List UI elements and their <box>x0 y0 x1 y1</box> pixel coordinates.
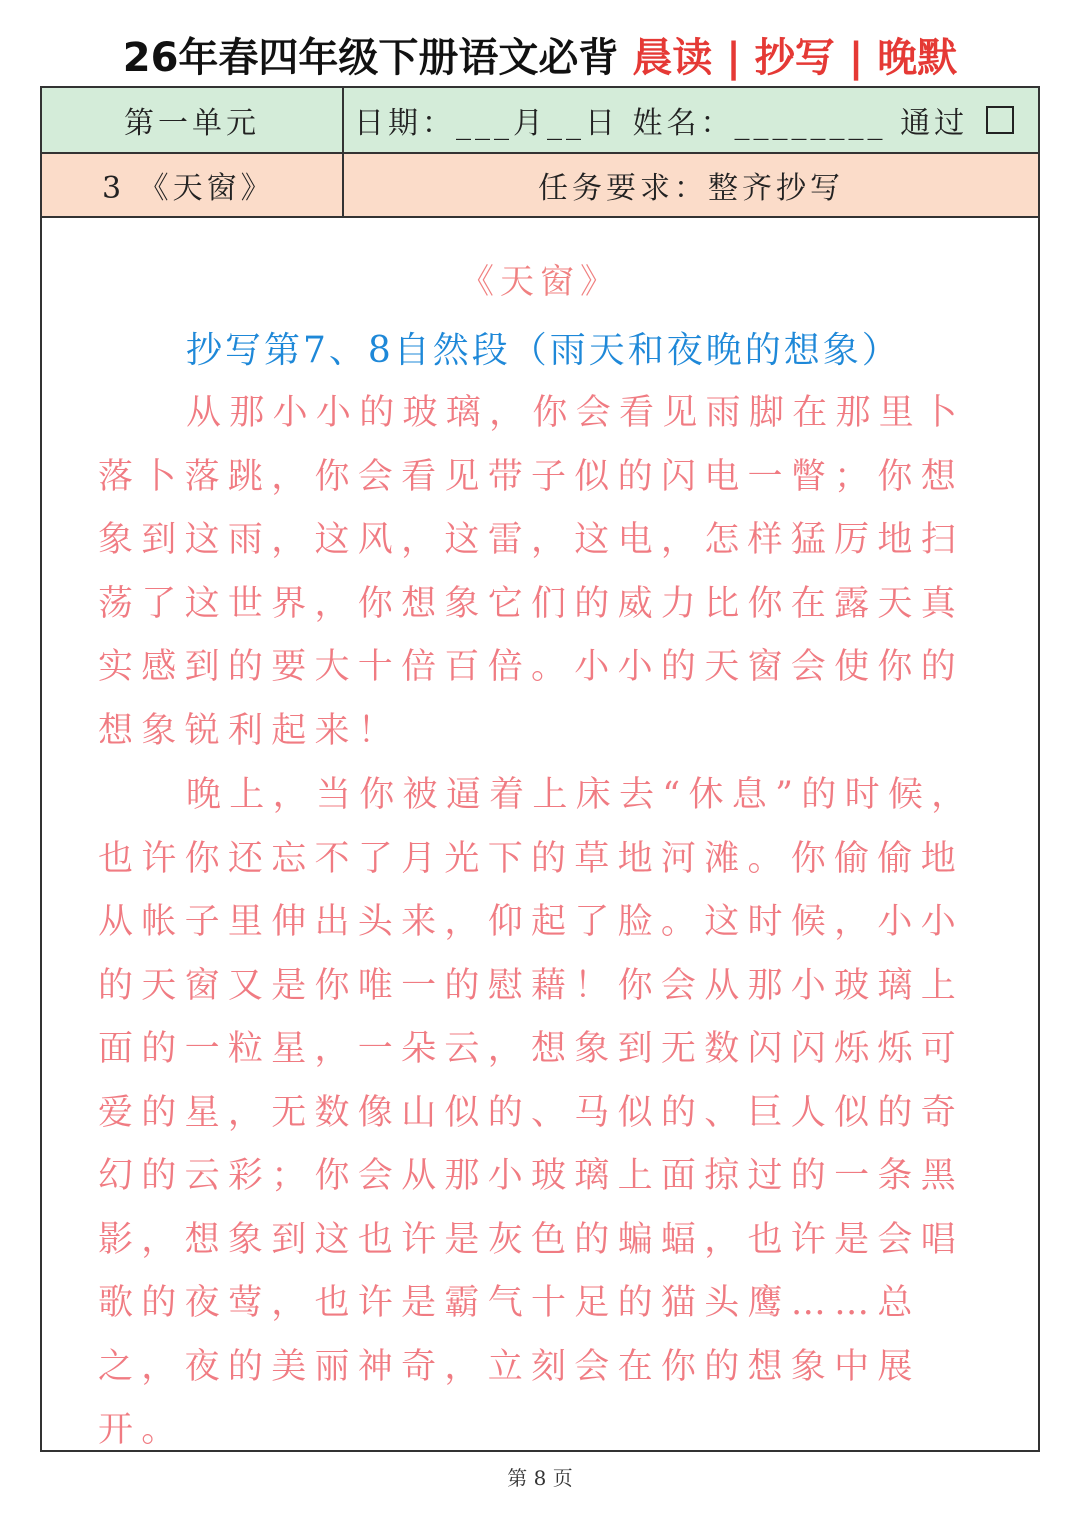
lesson-row <box>42 154 1038 218</box>
pass-checkbox[interactable] <box>986 106 1014 134</box>
paragraph-7: 从那小小的玻璃，你会看见雨脚在那里卜落卜落跳，你会看见带子似的闪电一瞥；你想象到这雨，这风，这雷，这电，怎样猛厉地扫荡了这世界，你想象它们的威力比你在露天真实感到的要大十倍百倍。小小的天窗会使你的想象锐利起来！ <box>98 393 966 751</box>
worksheet-title <box>0 28 1080 88</box>
passage-title: 《天窗》 <box>460 262 620 302</box>
title-main: 26年春四年级下册语文必背 <box>122 35 619 81</box>
copy-instruction: 抄写第7、8自然段（雨天和夜晚的想象） <box>186 330 901 371</box>
page-number: 第 8 页 <box>507 1466 573 1490</box>
date-name-cell <box>354 88 1034 152</box>
column-divider <box>342 88 344 152</box>
title-accent: 晨读 | 抄写 | 晚默 <box>632 35 958 81</box>
paragraph-8: 晚上，当你被逼着上床去“休息”的时候，也许你还忘不了月光下的草地河滩。你偷偷地从帐子里伸出头来，仰起了脸。这时候，小小的天窗又是你唯一的慰藉！你会从那小玻璃上面的一粒星，一朵云，想象到无数闪闪烁烁可爱的星，无数像山似的、马似的、巨人似的奇幻的云彩；你会从那小玻璃上面掠过的一条黑影，想象到这也许是灰色的蝙蝠，也许是会唱歌的夜莺，也许是霸气十足的猫头鹰……总之，夜的美丽神奇，立刻会在你的想象中展开。 <box>98 775 975 1450</box>
date-name-label: 日期：___月__日 姓名：________ 通过 <box>354 106 969 141</box>
task-cell: 任务要求：整齐抄写 <box>538 171 844 206</box>
unit-cell: 第一单元 <box>124 106 260 141</box>
info-row <box>42 88 1038 154</box>
lesson-cell: 3 《天窗》 <box>102 171 275 206</box>
